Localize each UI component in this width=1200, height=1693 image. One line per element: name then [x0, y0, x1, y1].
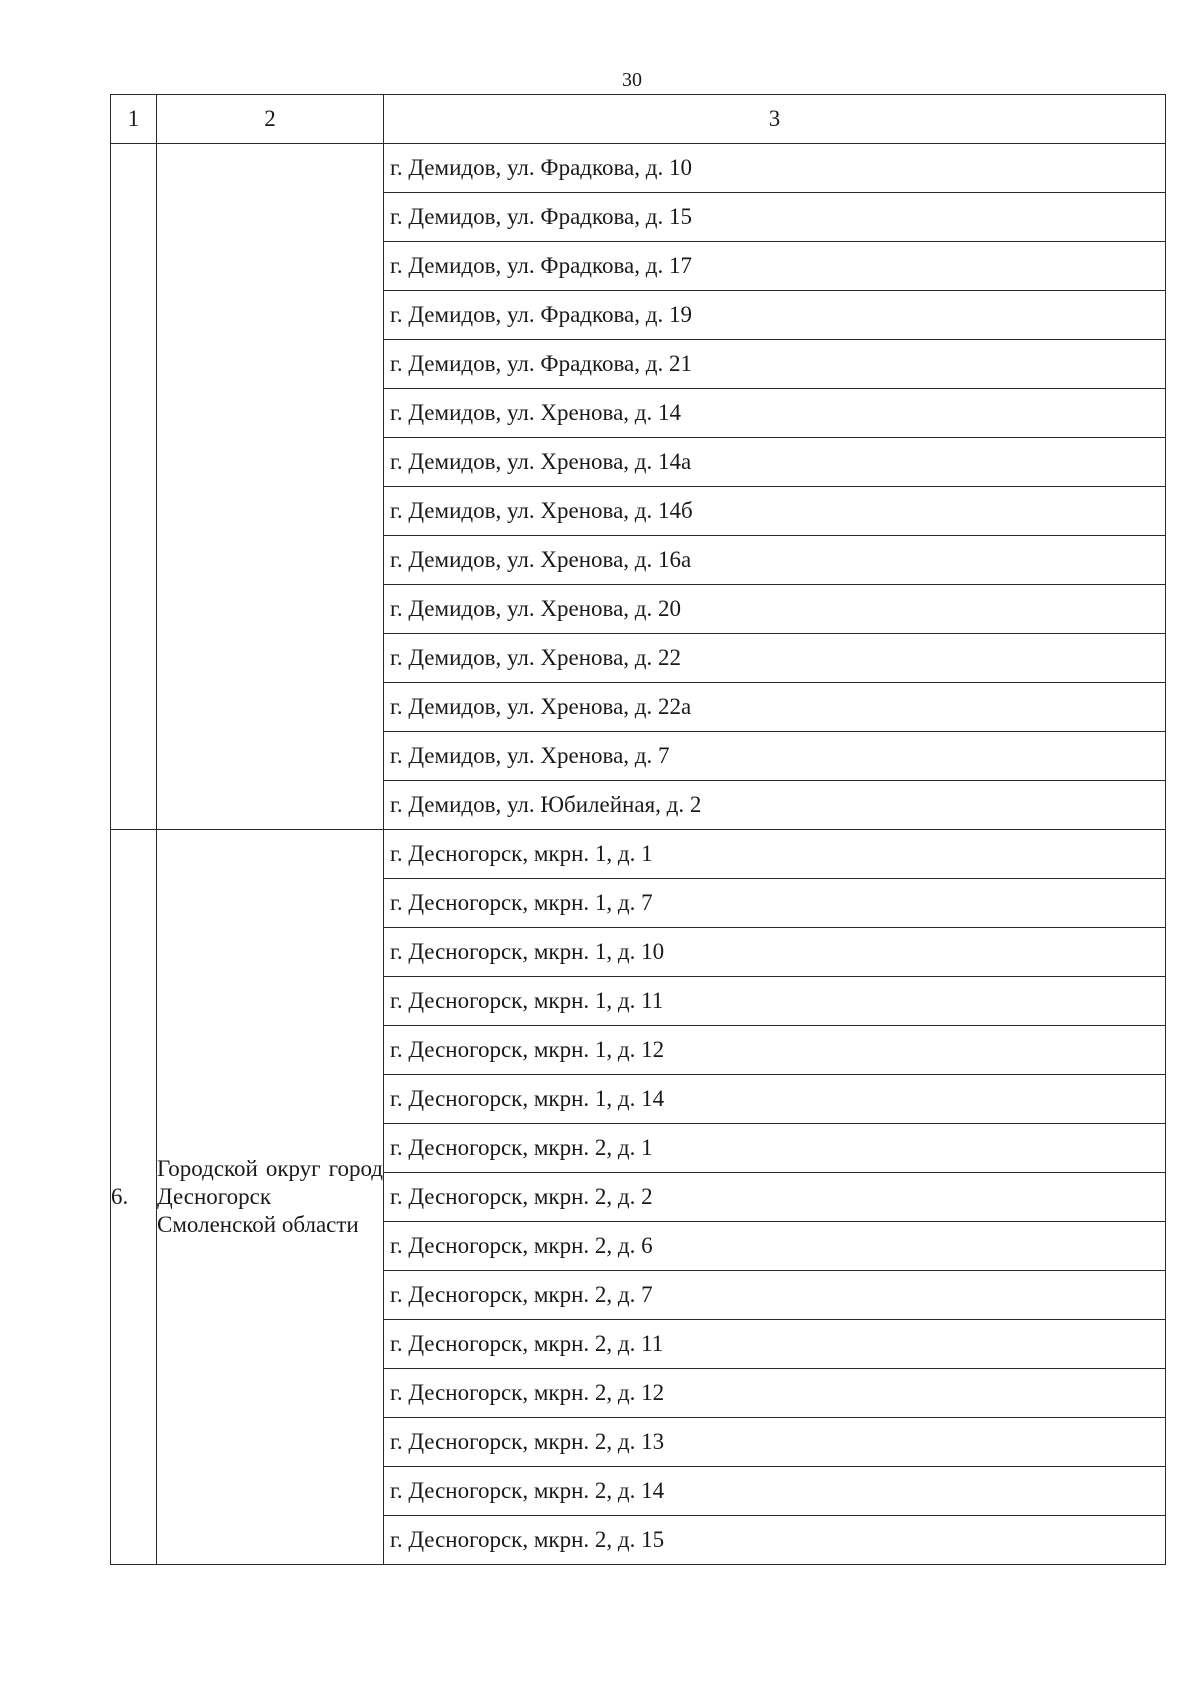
address-cell: г. Десногорск, мкрн. 2, д. 14 — [384, 1467, 1166, 1516]
header-row — [111, 95, 1166, 144]
address-cell: г. Демидов, ул. Юбилейная, д. 2 — [384, 781, 1166, 830]
address-cell: г. Демидов, ул. Фрадкова, д. 15 — [384, 193, 1166, 242]
column-header-1: 1 — [111, 95, 157, 144]
address-cell: г. Демидов, ул. Хренова, д. 16а — [384, 536, 1166, 585]
address-cell: г. Десногорск, мкрн. 2, д. 12 — [384, 1369, 1166, 1418]
district-cell — [157, 830, 384, 1565]
table-body — [111, 144, 1166, 1565]
address-cell: г. Демидов, ул. Фрадкова, д. 19 — [384, 291, 1166, 340]
address-cell: г. Десногорск, мкрн. 1, д. 10 — [384, 928, 1166, 977]
table-row — [111, 144, 1166, 193]
address-cell: г. Демидов, ул. Хренова, д. 22 — [384, 634, 1166, 683]
address-cell: г. Демидов, ул. Хренова, д. 14 — [384, 389, 1166, 438]
address-cell: г. Десногорск, мкрн. 2, д. 15 — [384, 1516, 1166, 1565]
district-name: Городской округ город Десногорск Смоленской области — [157, 1156, 383, 1237]
column-header-3: 3 — [384, 95, 1166, 144]
address-cell: г. Демидов, ул. Фрадкова, д. 10 — [384, 144, 1166, 193]
address-cell: г. Десногорск, мкрн. 1, д. 14 — [384, 1075, 1166, 1124]
address-cell: г. Десногорск, мкрн. 2, д. 1 — [384, 1124, 1166, 1173]
address-table — [110, 94, 1166, 1565]
address-cell: г. Десногорск, мкрн. 2, д. 13 — [384, 1418, 1166, 1467]
page-number: 30 — [622, 69, 642, 91]
row-number: 6. — [111, 830, 157, 1565]
address-cell: г. Демидов, ул. Фрадкова, д. 21 — [384, 340, 1166, 389]
row-number — [111, 144, 157, 830]
address-cell: г. Десногорск, мкрн. 1, д. 7 — [384, 879, 1166, 928]
address-cell: г. Десногорск, мкрн. 2, д. 2 — [384, 1173, 1166, 1222]
address-cell: г. Десногорск, мкрн. 1, д. 1 — [384, 830, 1166, 879]
address-cell: г. Десногорск, мкрн. 1, д. 11 — [384, 977, 1166, 1026]
column-header-2: 2 — [157, 95, 384, 144]
address-cell: г. Демидов, ул. Хренова, д. 20 — [384, 585, 1166, 634]
address-cell: г. Демидов, ул. Фрадкова, д. 17 — [384, 242, 1166, 291]
table-row — [111, 830, 1166, 879]
address-cell: г. Десногорск, мкрн. 2, д. 6 — [384, 1222, 1166, 1271]
district-cell — [157, 144, 384, 830]
address-cell: г. Демидов, ул. Хренова, д. 7 — [384, 732, 1166, 781]
address-cell: г. Десногорск, мкрн. 2, д. 11 — [384, 1320, 1166, 1369]
address-cell: г. Демидов, ул. Хренова, д. 14а — [384, 438, 1166, 487]
address-cell: г. Десногорск, мкрн. 2, д. 7 — [384, 1271, 1166, 1320]
address-cell: г. Демидов, ул. Хренова, д. 14б — [384, 487, 1166, 536]
address-cell: г. Демидов, ул. Хренова, д. 22а — [384, 683, 1166, 732]
address-cell: г. Десногорск, мкрн. 1, д. 12 — [384, 1026, 1166, 1075]
